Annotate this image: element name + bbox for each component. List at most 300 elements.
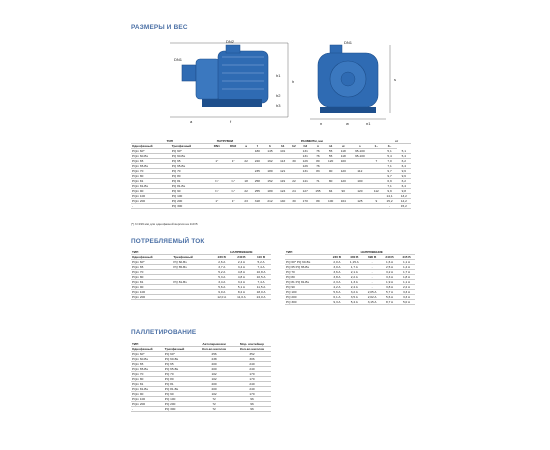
table-cell (241, 204, 251, 209)
table-cell: 120 (324, 159, 337, 164)
table-cell: 72 (195, 407, 233, 412)
table-cell: PQ 81 (164, 382, 195, 387)
table-cell: 113 (276, 159, 289, 164)
table-cell: 170 (299, 199, 312, 204)
column-header: DN2 (225, 144, 241, 149)
table-cell: - (363, 270, 381, 275)
table-cell: 256 (195, 352, 233, 357)
table-cell: PQm 65 (131, 265, 172, 270)
table-cell: 6,1 A (328, 295, 345, 300)
table-cell: 3,15 A (363, 300, 381, 305)
column-header: h1 (276, 144, 289, 149)
table-cell: PQ 300 (164, 407, 195, 412)
table-cell: PQ 81 PQ 81-Bs (285, 280, 328, 285)
table-cell: PQ 65-Bs (171, 164, 209, 169)
table-cell: 3,0 A (328, 265, 345, 270)
table-cell: 5,2 A (212, 270, 232, 275)
table-cell: 2,2 A (398, 285, 415, 290)
table-cell: 10,5 A (251, 275, 271, 280)
table-cell: 162 (264, 159, 277, 164)
table-cell: PQm 60* (131, 149, 171, 154)
table-cell: 126 (299, 159, 312, 164)
table-cell: 6,4 (397, 184, 411, 189)
table-cell: 5,0 A (398, 300, 415, 305)
table-cell: 121 (276, 169, 289, 174)
table-cell: 80 (312, 159, 325, 164)
table-cell: PQ 60* (171, 149, 209, 154)
column-header: w (337, 144, 350, 149)
table-cell: 1" (225, 159, 241, 164)
table-row (131, 295, 271, 300)
column-header: Однофазный (131, 144, 171, 149)
dimensions-footnote: (*) h=199 мм для однофазной версии на 110 В (131, 222, 198, 226)
table-cell: 2,3 A (328, 280, 345, 285)
column-header: 230 В (328, 255, 345, 260)
column-header: Трехфазный (164, 347, 195, 352)
table-cell: 255 (251, 189, 264, 194)
column-header: n1 (324, 144, 337, 149)
table-cell: 83 (312, 169, 325, 174)
table-cell: PQ 81-Bs (164, 387, 195, 392)
header-type: ТИП (131, 342, 195, 347)
column-header: 110 В (251, 255, 271, 260)
table-cell: 238 (195, 357, 233, 362)
current-table-three-phase (285, 250, 415, 305)
table-cell: 5,6 A (328, 290, 345, 295)
table-cell: ¾" (225, 189, 241, 194)
table-cell: 170 (233, 392, 271, 397)
label-n1: n1 (366, 121, 371, 126)
table-cell: PQm 80 (131, 377, 164, 382)
column-header: Трехфазный (171, 144, 209, 149)
column-header: 230 В (212, 255, 232, 260)
table-cell: PQm 80 (131, 174, 171, 179)
table-cell: PQ 100 (164, 397, 195, 402)
table-cell: ¾" (225, 179, 241, 184)
table-cell: 72 (195, 402, 233, 407)
table-cell: 80 (324, 179, 337, 184)
table-cell: 1,15 A (345, 260, 363, 265)
table-cell: PQm 60* (131, 352, 164, 357)
table-cell: 1" (209, 159, 225, 164)
label-w: w (346, 121, 349, 126)
table-cell: 318 (251, 199, 264, 204)
label-h3: h3 (276, 103, 281, 108)
table-cell: PQ 60-Bs (164, 357, 195, 362)
table-cell: PQ 80 (171, 174, 209, 179)
table-cell: 131 (299, 154, 312, 159)
table-cell: PQm 100 (131, 397, 164, 402)
table-cell: 120 (337, 179, 350, 184)
table-cell: 102 (195, 377, 233, 382)
table-cell: 90 (337, 189, 350, 194)
column-header: h3 (299, 144, 312, 149)
table-cell: 3,7 A (212, 265, 232, 270)
table-cell: 131 (299, 169, 312, 174)
table-cell: 240 (233, 382, 271, 387)
table-cell: PQm 65-Bs (131, 367, 164, 372)
table-cell: 5,4 A (345, 300, 363, 305)
table-cell: ¾" (209, 189, 225, 194)
table-cell: 5,4 (382, 154, 396, 159)
table-cell: PQ 80 (164, 377, 195, 382)
table-cell: 2,5 A (381, 265, 398, 270)
table-cell: 180 (251, 149, 264, 154)
table-cell: PQm 81 (131, 382, 164, 387)
table-cell: PQ 65 (171, 159, 209, 164)
table-cell: 9 (370, 199, 382, 204)
column-header: Трехфазный (172, 255, 211, 260)
table-cell: 95-100 (350, 154, 371, 159)
column-header: n (312, 144, 325, 149)
table-cell: 30 (289, 159, 299, 164)
table-cell: PQ 70 (164, 372, 195, 377)
table-cell: 5,3 A (212, 275, 232, 280)
label-n: n (320, 121, 323, 126)
table-cell: 1" (225, 199, 241, 204)
table-cell: PQ 65 (164, 362, 195, 367)
column-header: 240 В (232, 255, 251, 260)
table-cell: 2,1 A (345, 270, 363, 275)
table-cell (324, 204, 337, 209)
table-cell (251, 204, 264, 209)
table-cell: PQ 300 (285, 300, 328, 305)
table-cell: 102 (195, 392, 233, 397)
table-cell: 3,8 A (381, 285, 398, 290)
table-cell (276, 204, 289, 209)
table-cell: 152 (264, 179, 277, 184)
table-cell (337, 204, 350, 209)
column-header: 690 В (363, 255, 381, 260)
table-cell: 5,1 (397, 149, 411, 154)
column-header: Однофазный (131, 255, 172, 260)
table-cell: 7,1 (382, 184, 396, 189)
table-cell: 23 (241, 199, 251, 204)
label-h: h (292, 79, 295, 84)
header-ports: ПАТРУБКИ (209, 139, 242, 144)
table-cell: PQm 200 (131, 402, 164, 407)
column-header: h2 (289, 144, 299, 149)
table-cell: PQm 200 (131, 199, 171, 204)
table-cell: 2,4 A (345, 285, 363, 290)
table-cell: 89 (312, 199, 325, 204)
table-cell: 72 (195, 397, 233, 402)
table-cell: 180 (264, 189, 277, 194)
table-cell: - (131, 407, 164, 412)
label-h2: h2 (276, 93, 281, 98)
table-cell: PQ 300 (171, 204, 209, 209)
table-cell: ¾" (209, 179, 225, 184)
table-cell: PQ 200 (164, 402, 195, 407)
table-cell: 96 (233, 397, 271, 402)
label-right-dn1: DN1 (344, 40, 353, 45)
table-cell: PQm 100 (131, 194, 171, 199)
table-cell: 126 (299, 164, 312, 169)
table-cell: PQ 81-Bs (171, 184, 209, 189)
table-cell: 10,8 A (251, 270, 271, 275)
table-cell: 7 (370, 159, 382, 164)
header-container: Мор. контейнер (233, 342, 271, 347)
table-cell: 71 (312, 179, 325, 184)
table-cell: 13,2 (397, 194, 411, 199)
table-cell: PQm 80 (131, 275, 172, 280)
table-cell: 164 (337, 199, 350, 204)
table-cell (264, 204, 277, 209)
table-cell: 352 (233, 352, 271, 357)
table-cell: PQ 60-Bs (172, 260, 211, 265)
table-cell: 101 (276, 149, 289, 154)
table-cell: PQm 70 (131, 372, 164, 377)
table-cell: 2,4 A (232, 260, 251, 265)
table-cell: 1,1 A (398, 260, 415, 265)
column-header: s (350, 144, 371, 149)
table-cell: 235 (251, 169, 264, 174)
table-cell: 3,5 A (345, 295, 363, 300)
column-header: DN1 (209, 144, 225, 149)
table-row (285, 300, 415, 305)
table-cell: 5,6 A (212, 285, 232, 290)
table-cell: PQm 65 (131, 159, 171, 164)
table-cell: 76 (312, 154, 325, 159)
table-cell: 120 (337, 169, 350, 174)
table-cell: 95-100 (350, 149, 371, 154)
table-cell: 6,2 (397, 179, 411, 184)
table-cell: PQ 60* (164, 352, 195, 357)
table-cell: PQ 81 (171, 179, 209, 184)
table-cell: 220 (251, 159, 264, 164)
header-voltage: НАПРЯЖЕНИЕ (212, 250, 271, 255)
table-cell: 170 (233, 372, 271, 377)
table-cell: 3,4 A (232, 265, 251, 270)
table-cell: 240 (233, 362, 271, 367)
current-title: ПОТРЕБЛЯЕМЫЙ ТОК (131, 238, 205, 245)
table-cell (225, 204, 241, 209)
table-cell: 9,7 (382, 169, 396, 174)
table-cell: 9,6 (397, 169, 411, 174)
table-cell: PQm 60-Bs (131, 357, 164, 362)
column-header: Кол-во насосов (233, 347, 271, 352)
table-cell: 11,0 A (232, 295, 251, 300)
table-cell: PQ 90 (164, 392, 195, 397)
table-cell: - (363, 285, 381, 290)
table-cell: - (363, 280, 381, 285)
table-cell: 5,4 (397, 154, 411, 159)
table-cell: 3,6 A (328, 270, 345, 275)
table-cell: 55 (324, 154, 337, 159)
table-cell: 84 (324, 189, 337, 194)
pump-side-view-drawing (160, 37, 310, 127)
table-cell: 1,1 A (398, 280, 415, 285)
table-cell: 127 (299, 189, 312, 194)
table-cell: - (131, 204, 171, 209)
dimensions-table (131, 139, 411, 209)
table-cell: 5,2 A (251, 260, 271, 265)
table-cell: 155 (312, 189, 325, 194)
table-cell: 96 (233, 407, 271, 412)
table-cell: 4,8 A (232, 270, 251, 275)
table-cell: 112 (370, 189, 382, 194)
table-cell: 200 (195, 367, 233, 372)
table-cell: - (382, 204, 396, 209)
table-cell: 258 (251, 179, 264, 184)
column-header: 3~ (382, 144, 396, 149)
table-cell: PQ 90 (285, 285, 328, 290)
table-cell: 145 (264, 149, 277, 154)
table-cell: PQm 81 (131, 179, 171, 184)
table-cell: 14,1 (382, 194, 396, 199)
table-cell: 76 (312, 164, 325, 169)
table-cell: 3,4 A (212, 280, 232, 285)
table-cell: PQm 81 (131, 280, 172, 285)
current-table-single-phase (131, 250, 271, 300)
table-cell: PQm 90 (131, 285, 172, 290)
table-cell: 76 (312, 149, 325, 154)
table-cell: 5,6 A (381, 295, 398, 300)
table-cell: - (363, 275, 381, 280)
label-a: a (190, 119, 193, 124)
table-cell: 124 (276, 189, 289, 194)
table-cell: PQm 65 (131, 362, 164, 367)
table-cell: 90 (324, 169, 337, 174)
table-cell: PQ 65-Bs (164, 367, 195, 372)
table-cell: PQm 65-Bs (131, 164, 171, 169)
column-header: 400 В (345, 255, 363, 260)
header-type: ТИП (131, 250, 212, 255)
table-cell: 22 (241, 189, 251, 194)
table-cell: 118 (337, 154, 350, 159)
table-cell: 3,2 A (381, 270, 398, 275)
table-cell: 3,8 A (328, 275, 345, 280)
table-cell: PQm 100 (131, 290, 172, 295)
table-cell: 9,6 (397, 174, 411, 179)
table-cell (299, 204, 312, 209)
header-truck: Автоперевозки (195, 342, 233, 347)
table-row (131, 407, 271, 412)
table-cell: PQm 200 (131, 295, 172, 300)
table-cell: 1,8 A (398, 275, 415, 280)
table-cell: PQ 100 (285, 290, 328, 295)
table-cell (312, 204, 325, 209)
table-cell: 9,0 A (212, 290, 232, 295)
table-cell: 6,4 (397, 164, 411, 169)
table-cell: 3,3 A (398, 290, 415, 295)
table-cell: 306 (233, 357, 271, 362)
table-cell: 15,2 (397, 204, 411, 209)
table-cell: PQ 70 (171, 169, 209, 174)
table-cell: PQm 90 (131, 392, 164, 397)
label-dn1: DN1 (174, 57, 183, 62)
table-cell: 22 (241, 159, 251, 164)
table-cell: 125 (350, 199, 371, 204)
table-cell: 5,1 (382, 149, 396, 154)
table-cell: 200 (195, 382, 233, 387)
table-cell: 5,1 A (232, 285, 251, 290)
table-cell: PQ 70 (285, 270, 328, 275)
column-header: a (241, 144, 251, 149)
table-cell (209, 204, 225, 209)
table-cell: 9,8 (397, 189, 411, 194)
table-cell: - (363, 265, 381, 270)
table-cell: 1" (209, 199, 225, 204)
table-cell: 240 (233, 387, 271, 392)
table-cell: 1,6 A (381, 260, 398, 265)
header-voltage: НАПРЯЖЕНИЕ (328, 250, 415, 255)
table-cell: 55 (324, 149, 337, 154)
table-cell: 22 (289, 179, 299, 184)
table-cell: 8,2 A (232, 290, 251, 295)
header-weight: кг (382, 139, 411, 144)
table-cell: 1,4 A (398, 265, 415, 270)
table-cell: 212 (264, 199, 277, 204)
table-cell: 24,0 A (251, 295, 271, 300)
table-cell: 5,7 A (381, 290, 398, 295)
table-cell: - (363, 260, 381, 265)
column-header: f (251, 144, 264, 149)
table-cell: 2,0 A (328, 260, 345, 265)
table-cell: 102 (195, 372, 233, 377)
table-cell: PQ 81-Bs (172, 280, 211, 285)
table-cell: 15,2 (382, 199, 396, 204)
label-dn2: DN2 (226, 39, 235, 44)
label-h1: h1 (276, 73, 281, 78)
table-cell: 1,9 A (381, 280, 398, 285)
table-cell: 2,05 A (363, 290, 381, 295)
table-cell: 96 (233, 402, 271, 407)
table-cell: 6,9 (382, 179, 396, 184)
table-cell (370, 204, 382, 209)
table-cell: 24 (289, 189, 299, 194)
table-cell: PQ 65 PQ 65-Bs (285, 265, 328, 270)
table-cell: 2,02 A (363, 295, 381, 300)
table-cell: 3,3 A (398, 295, 415, 300)
table-cell: PQm 81-Bs (131, 387, 164, 392)
table-cell: 7,4 A (251, 265, 271, 270)
table-cell: 1,7 A (398, 270, 415, 275)
table-cell: 119 (276, 179, 289, 184)
table-cell: 120 (350, 189, 371, 194)
table-cell: 180 (264, 169, 277, 174)
pump-front-view-drawing (300, 37, 410, 127)
table-cell: PQ 200 (171, 199, 209, 204)
table-cell: 18 (241, 179, 251, 184)
column-header: h (264, 144, 277, 149)
label-f: f (230, 119, 232, 124)
table-cell: 9,9 (382, 189, 396, 194)
table-cell: PQm 70 (131, 270, 172, 275)
table-cell: 131 (299, 149, 312, 154)
table-cell: 4,8 A (232, 275, 251, 280)
table-cell: 118 (337, 149, 350, 154)
table-cell: 30 (289, 199, 299, 204)
table-cell: 9,7 (382, 174, 396, 179)
pallet-title: ПАЛЛЕТИРОВАНИЕ (131, 329, 197, 336)
table-cell: PQ 65-Bs (172, 265, 211, 270)
header-type: ТИП (285, 250, 328, 255)
table-row (131, 204, 411, 209)
table-cell: 7,1 (382, 164, 396, 169)
table-cell: 112 (350, 169, 371, 174)
table-cell: PQ 80 (285, 275, 328, 280)
table-cell: 12,0 A (212, 295, 232, 300)
table-cell: 2,2 A (345, 275, 363, 280)
column-header: Однофазный (131, 347, 164, 352)
table-cell: 100 (350, 179, 371, 184)
pallet-table (131, 342, 271, 412)
table-cell: 4,2 A (328, 285, 345, 290)
table-cell: 141 (299, 179, 312, 184)
label-s: s (394, 77, 396, 82)
table-cell: 140 (276, 199, 289, 204)
